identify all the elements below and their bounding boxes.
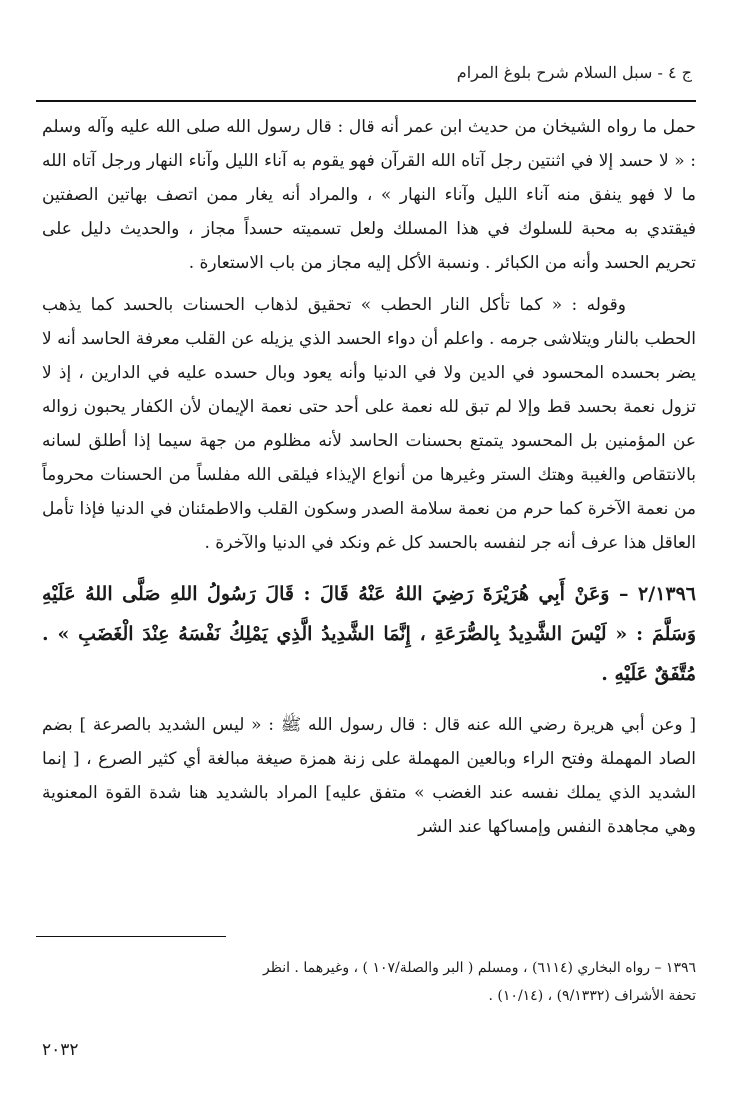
header-divider [36,100,696,102]
footnote-line-1: ١٣٩٦ – رواه البخاري (٦١١٤) ، ومسلم ( البر والصلة/١٠٧ ) ، وغيرهما . انظر [262,960,696,976]
second-paragraph: وقوله : « كما تأكل النار الحطب » تحقيق لذهاب الحسنات بالحسد كما يذهب الحطب بالنار ويتلاشى جرمه . واعلم أن دواء الحسد الذي يزيله عن القلب معرفة الحاسد أنه لا يضر بحسده المحسود في الدين ولا في الدنيا وأنه يعود وبال حسده عليه في الدارين ، إذ لا تزول نعمة بحسد قط وإلا لم تبق لله نعمة على أحد حتى نعمة الإيمان لأن الكفار يحبون زواله عن المؤمنين بل المحسود يتمتع بحسنات الحاسد لأنه مظلوم من جهة سيما إذا أطلق لسانه بالانتقاص والغيبة وهتك الستر وغيرها من أنواع الإيذاء فيلقى الله مفلساً من الحسنات محروماً من نعمة الآخرة كما حرم من نعمة سلامة الصدر وسكون القلب والاطمئنان في الدنيا فإذا تأمل العاقل هذا عرف أنه جر لنفسه بالحسد كل غم ونكد في الدنيا والآخرة . [42,295,696,553]
footnote-line-2: تحفة الأشراف (٩/١٣٣٢) ، (١٠/١٤) . [488,988,696,1004]
hadith-text: – وَعَنْ أَبِي هُرَيْرَةَ رَضِيَ اللهُ عَنْهُ قَالَ : قَالَ رَسُولُ اللهِ صَلَّى اللهُ عَلَيْهِ وَسَلَّمَ : « لَيْسَ الشَّدِيدُ بِالصُّرَعَةِ ، إِنَّمَا الشَّدِيدُ الَّذِي يَمْلِكُ نَفْسَهُ عِنْدَ الْغَضَبِ » . مُتَّفَقٌ عَلَيْهِ . [42,583,696,685]
main-paragraph: حمل ما رواه الشيخان من حديث ابن عمر أنه قال : قال رسول الله صلى الله عليه وآله وسلم : « لا حسد إلا في اثنتين رجل آتاه الله القرآن فهو يقوم به آناء الليل وآناء النهار ورجل آتاه الله ما لا فهو ينفق منه آناء الليل وآناء النهار » ، والمراد أنه يغار ممن اتصف بهاتين الصفتين فيقتدي به محبة للسلوك في هذا المسلك ولعل تسميته حسداً مجاز ، والحديث دليل على تحريم الحسد وأنه من الكبائر . ونسبة الأكل إليه مجاز من باب الاستعارة . [42,117,696,273]
commentary-paragraph: [ وعن أبي هريرة رضي الله عنه قال : قال رسول الله ﷺ : « ليس الشديد بالصرعة ] بضم الصاد المهملة وفتح الراء وبالعين المهملة على زنة همزة صيغة مبالغة أي كثير الصرع ، [ إنما الشديد الذي يملك نفسه عند الغضب » متفق عليه] المراد بالشديد هنا شدة القوة المعنوية وهي مجاهدة النفس وإمساكها عند الشر [42,715,696,837]
page-number: ٢٠٣٢ [42,1040,79,1060]
hadith-block [42,574,696,694]
hadith-number: ٢/١٣٩٦ [638,583,697,605]
running-header: ج ٤ - سبل السلام شرح بلوغ المرام [456,63,692,82]
page-body [42,110,696,844]
footnote-divider [36,936,226,937]
footnote [42,954,696,1010]
